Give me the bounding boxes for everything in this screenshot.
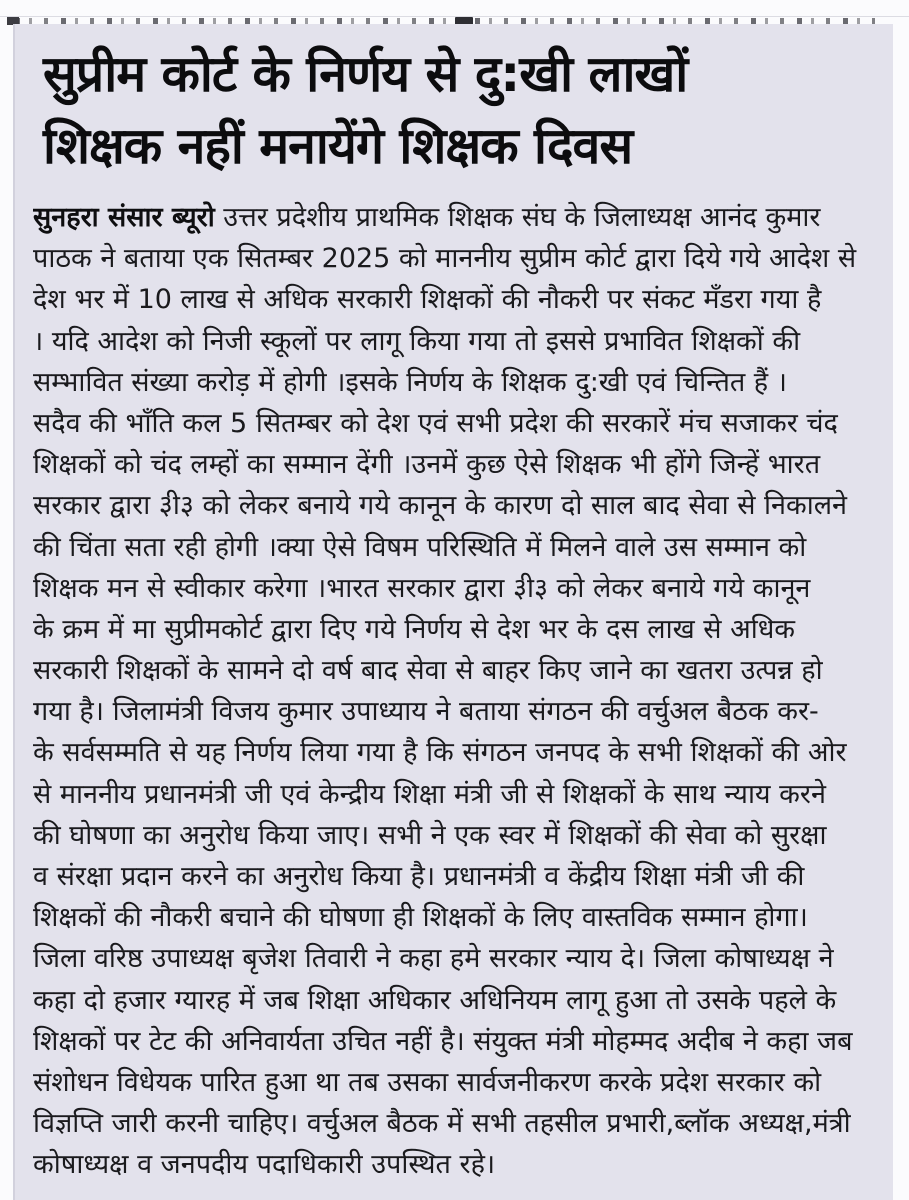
body-line-20: कहा दो हजार ग्यारह में जब शिक्षा अधिकार अधिनियम लागू हुआ तो उसके पहले के [33, 984, 837, 1016]
body-line-7: शिक्षकों को चंद लम्हों का सम्मान देंगी ।उनमें कुछ ऐसे शिक्षक भी होंगे जिन्हें भारत [33, 449, 821, 481]
body-line-19: जिला वरिष्ठ उपाध्यक्ष बृजेश तिवारी ने कहा हमे सरकार न्याय दे। जिला कोषाध्यक्ष ने [33, 943, 834, 975]
body-line-10: शिक्षक मन से स्वीकार करेगा ।भारत सरकार द्वारा ३ी३ को लेकर बनाये गये कानून [33, 572, 811, 604]
article-body [15, 197, 893, 1186]
newspaper-clipping [13, 24, 893, 1200]
body-line-1 [33, 197, 887, 238]
body-line-13: गया है। जिलामंत्री विजय कुमार उपाध्याय ने बताया संगठन की वर्चुअल बैठक कर- [33, 696, 819, 728]
headline-line-1: सुप्रीम कोर्ट के निर्णय से दु:खी लाखों [43, 45, 688, 103]
body-line-4: । यदि आदेश को निजी स्कूलों पर लागू किया गया तो इससे प्रभावित शिक्षकों की [33, 325, 801, 357]
body-line-6: सदैव की भाँति कल 5 सितम्बर को देश एवं सभी प्रदेश की सरकारें मंच सजाकर चंद [33, 407, 838, 439]
byline-bold: सुनहरा संसार ब्यूरो [33, 202, 215, 233]
body-line-5: सम्भावित संख्या करोड़ में होगी ।इसके निर्णय के शिक्षक दु:खी एवं चिन्तित हैं । [33, 366, 787, 398]
body-line-16: की घोषणा का अनुरोध किया जाए। सभी ने एक स्वर में शिक्षकों की सेवा को सुरक्षा [33, 819, 827, 851]
headline-line-2: शिक्षक नहीं मनायेंगे शिक्षक दिवस [43, 117, 633, 175]
body-line-15: से माननीय प्रधानमंत्री जी एवं केन्द्रीय शिक्षा मंत्री जी से शिक्षकों के साथ न्याय करने [33, 778, 826, 810]
body-line-8: सरकार द्वारा ३ी३ को लेकर बनाये गये कानून के कारण दो साल बाद सेवा से निकालने [33, 490, 848, 522]
body-line-17: व संरक्षा प्रदान करने का अनुरोध किया है। प्रधानमंत्री व केंद्रीय शिक्षा मंत्री जी की [33, 861, 805, 892]
body-line-23: विज्ञप्ति जारी करनी चाहिए। वर्चुअल बैठक में सभी तहसील प्रभारी,ब्लॉक अध्यक्ष,मंत्री [33, 1108, 851, 1140]
body-line-12: सरकारी शिक्षकों के सामने दो वर्ष बाद सेवा से बाहर किए जाने का खतरा उत्पन्न हो [33, 655, 823, 687]
body-line-18: शिक्षकों की नौकरी बचाने की घोषणा ही शिक्षकों के लिए वास्तविक सम्मान होगा। [33, 902, 808, 934]
body-line-2: पाठक ने बताया एक सितम्बर 2025 को माननीय सुप्रीम कोर्ट द्वारा दिये गये आदेश से [33, 243, 857, 275]
body-line-24: कोषाध्यक्ष व जनपदीय पदाधिकारी उपस्थित रहे। [33, 1149, 496, 1181]
body-line-22: संशोधन विधेयक पारित हुआ था तब उसका सार्वजनीकरण करके प्रदेश सरकार को [33, 1066, 822, 1098]
body-line-14: के सर्वसम्मति से यह निर्णय लिया गया है कि संगठन जनपद के सभी शिक्षकों की ओर [33, 737, 847, 769]
body-line-9: की चिंता सता रही होगी ।क्या ऐसे विषम परिस्थिति में मिलने वाले उस सम्मान को [33, 531, 807, 563]
body-line-1-text: उत्तर प्रदेशीय प्राथमिक शिक्षक संघ के जिलाध्यक्ष आनंद कुमार [223, 202, 821, 233]
article-headline [15, 24, 893, 182]
body-line-3: देश भर में 10 लाख से अधिक सरकारी शिक्षकों की नौकरी पर संकट मँडरा गया है [33, 284, 822, 316]
body-line-21: शिक्षकों पर टेट की अनिवार्यता उचित नहीं है। संयुक्त मंत्री मोहम्मद अदीब ने कहा जब [33, 1025, 853, 1057]
body-line-11: के क्रम में मा सुप्रीमकोर्ट द्वारा दिए गये निर्णय से देश भर के दस लाख से अधिक [33, 613, 796, 645]
